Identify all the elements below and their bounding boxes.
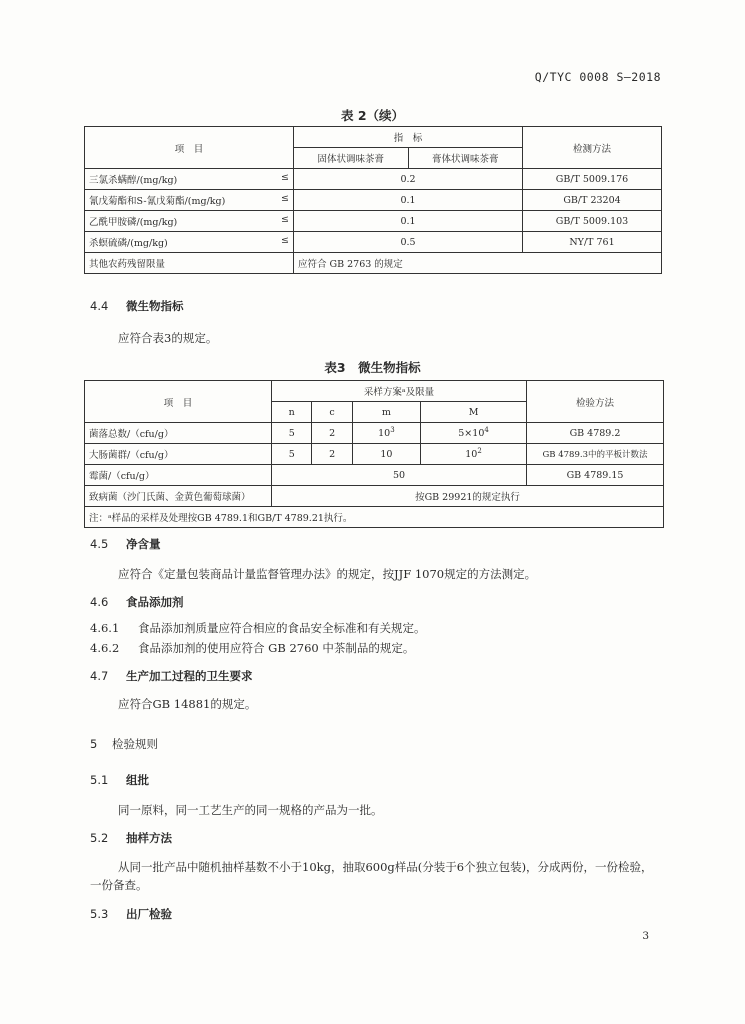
table2-caption: 表 2（续） xyxy=(340,108,405,123)
cell-value: 50 xyxy=(272,465,527,486)
cell-value: 按GB 29921的规定执行 xyxy=(272,486,664,507)
section-5-2: 5.2 抽样方法 xyxy=(90,831,172,845)
cell-m: 10 xyxy=(352,444,420,465)
t3-col-method: 检验方法 xyxy=(527,381,664,423)
cell-method: GB 4789.3中的平板计数法 xyxy=(527,444,664,465)
table3-caption: 表3 微生物指标 xyxy=(324,360,421,375)
cell-n: 5 xyxy=(272,423,312,444)
section-4-4-text: 应符合表3的规定。 xyxy=(118,331,218,345)
cell-c: 2 xyxy=(312,423,352,444)
cell-item: 三氯杀螨醇/(mg/kg) xyxy=(89,175,178,186)
cell-item: 菌落总数/（cfu/g） xyxy=(85,423,272,444)
table-row xyxy=(85,190,662,211)
table3-note: 注：ᵃ样品的采样及处理按GB 4789.1和GB/T 4789.21执行。 xyxy=(85,507,664,528)
table-note-row xyxy=(85,507,664,528)
cell-value: 0.1 xyxy=(294,190,523,211)
section-5-2-text: 从同一批产品中随机抽样基数不小于10kg，抽取600g样品(分装于6个独立包装)，分成两份，一份检验，一份备查。 xyxy=(90,860,653,892)
section-5: 5 检验规则 xyxy=(90,737,158,751)
cell-value: 0.5 xyxy=(294,232,523,253)
section-4-4: 4.4 微生物指标 xyxy=(90,299,184,313)
cell-method: GB 4789.15 xyxy=(527,465,664,486)
cell-item: 大肠菌群/（cfu/g） xyxy=(85,444,272,465)
cell-method: NY/T 761 xyxy=(523,232,662,253)
t2-col-index: 指 标 xyxy=(294,127,523,148)
t2-sub-solid: 固体状调味茶膏 xyxy=(294,148,409,169)
section-4-6-2: 4.6.2 食品添加剂的使用应符合 GB 2760 中茶制品的规定。 xyxy=(90,641,415,655)
table-row xyxy=(85,465,664,486)
cell-sym: ≤ xyxy=(281,172,289,183)
cell-item: 霉菌/（cfu/g） xyxy=(85,465,272,486)
table-row xyxy=(85,444,664,465)
cell-c: 2 xyxy=(312,444,352,465)
section-4-5: 4.5 净含量 xyxy=(90,537,161,551)
table3 xyxy=(84,380,664,528)
cell-item: 乙酰甲胺磷/(mg/kg) xyxy=(89,217,178,228)
cell-method: GB/T 5009.176 xyxy=(523,169,662,190)
table2 xyxy=(84,126,662,274)
table-row xyxy=(85,486,664,507)
cell-M: $10^2$ xyxy=(421,444,527,465)
cell-sym: ≤ xyxy=(281,193,289,204)
table-row xyxy=(85,169,662,190)
cell-value: 应符合 GB 2763 的规定 xyxy=(294,253,662,274)
t3-h-M: M xyxy=(421,402,527,423)
cell-m: $10^3$ xyxy=(352,423,420,444)
cell-M: $5\times 10^4$ xyxy=(421,423,527,444)
t2-col-item: 项 目 xyxy=(85,127,294,169)
table-row xyxy=(85,423,664,444)
doc-code: Q/TYC 0008 S—2018 xyxy=(534,70,661,84)
section-5-1: 5.1 组批 xyxy=(90,773,149,787)
section-4-7-text: 应符合GB 14881的规定。 xyxy=(118,697,257,711)
cell-item: 氰戊菊酯和S-氰戊菊酯/(mg/kg) xyxy=(89,196,226,207)
cell-value: 0.2 xyxy=(294,169,523,190)
section-4-6: 4.6 食品添加剂 xyxy=(90,595,184,609)
page-number: 3 xyxy=(642,930,649,942)
t3-h-c: c xyxy=(312,402,352,423)
cell-item: 杀螟硫磷/(mg/kg) xyxy=(89,238,168,249)
t2-sub-paste: 膏体状调味茶膏 xyxy=(408,148,523,169)
cell-sym: ≤ xyxy=(281,235,289,246)
cell-method: GB/T 23204 xyxy=(523,190,662,211)
section-5-3: 5.3 出厂检验 xyxy=(90,907,172,921)
cell-value: 0.1 xyxy=(294,211,523,232)
table-row xyxy=(85,211,662,232)
section-4-6-1: 4.6.1 食品添加剂质量应符合相应的食品安全标准和有关规定。 xyxy=(90,621,426,635)
cell-item: 其他农药残留限量 xyxy=(85,253,294,274)
cell-method: GB/T 5009.103 xyxy=(523,211,662,232)
section-5-1-text: 同一原料，同一工艺生产的同一规格的产品为一批。 xyxy=(118,803,383,817)
t3-h-n: n xyxy=(272,402,312,423)
cell-n: 5 xyxy=(272,444,312,465)
t3-col-item: 项 目 xyxy=(85,381,272,423)
table-row xyxy=(85,253,662,274)
cell-sym: ≤ xyxy=(281,214,289,225)
t3-col-plan: 采样方案ᵃ及限量 xyxy=(272,381,527,402)
section-4-7: 4.7 生产加工过程的卫生要求 xyxy=(90,669,253,683)
cell-method: GB 4789.2 xyxy=(527,423,664,444)
cell-item: 致病菌（沙门氏菌、金黄色葡萄球菌） xyxy=(85,486,272,507)
section-4-5-text: 应符合《定量包装商品计量监督管理办法》的规定，按JJF 1070规定的方法测定。 xyxy=(118,567,537,581)
table-row xyxy=(85,232,662,253)
t2-col-method: 检测方法 xyxy=(523,127,662,169)
t3-h-m: m xyxy=(352,402,420,423)
